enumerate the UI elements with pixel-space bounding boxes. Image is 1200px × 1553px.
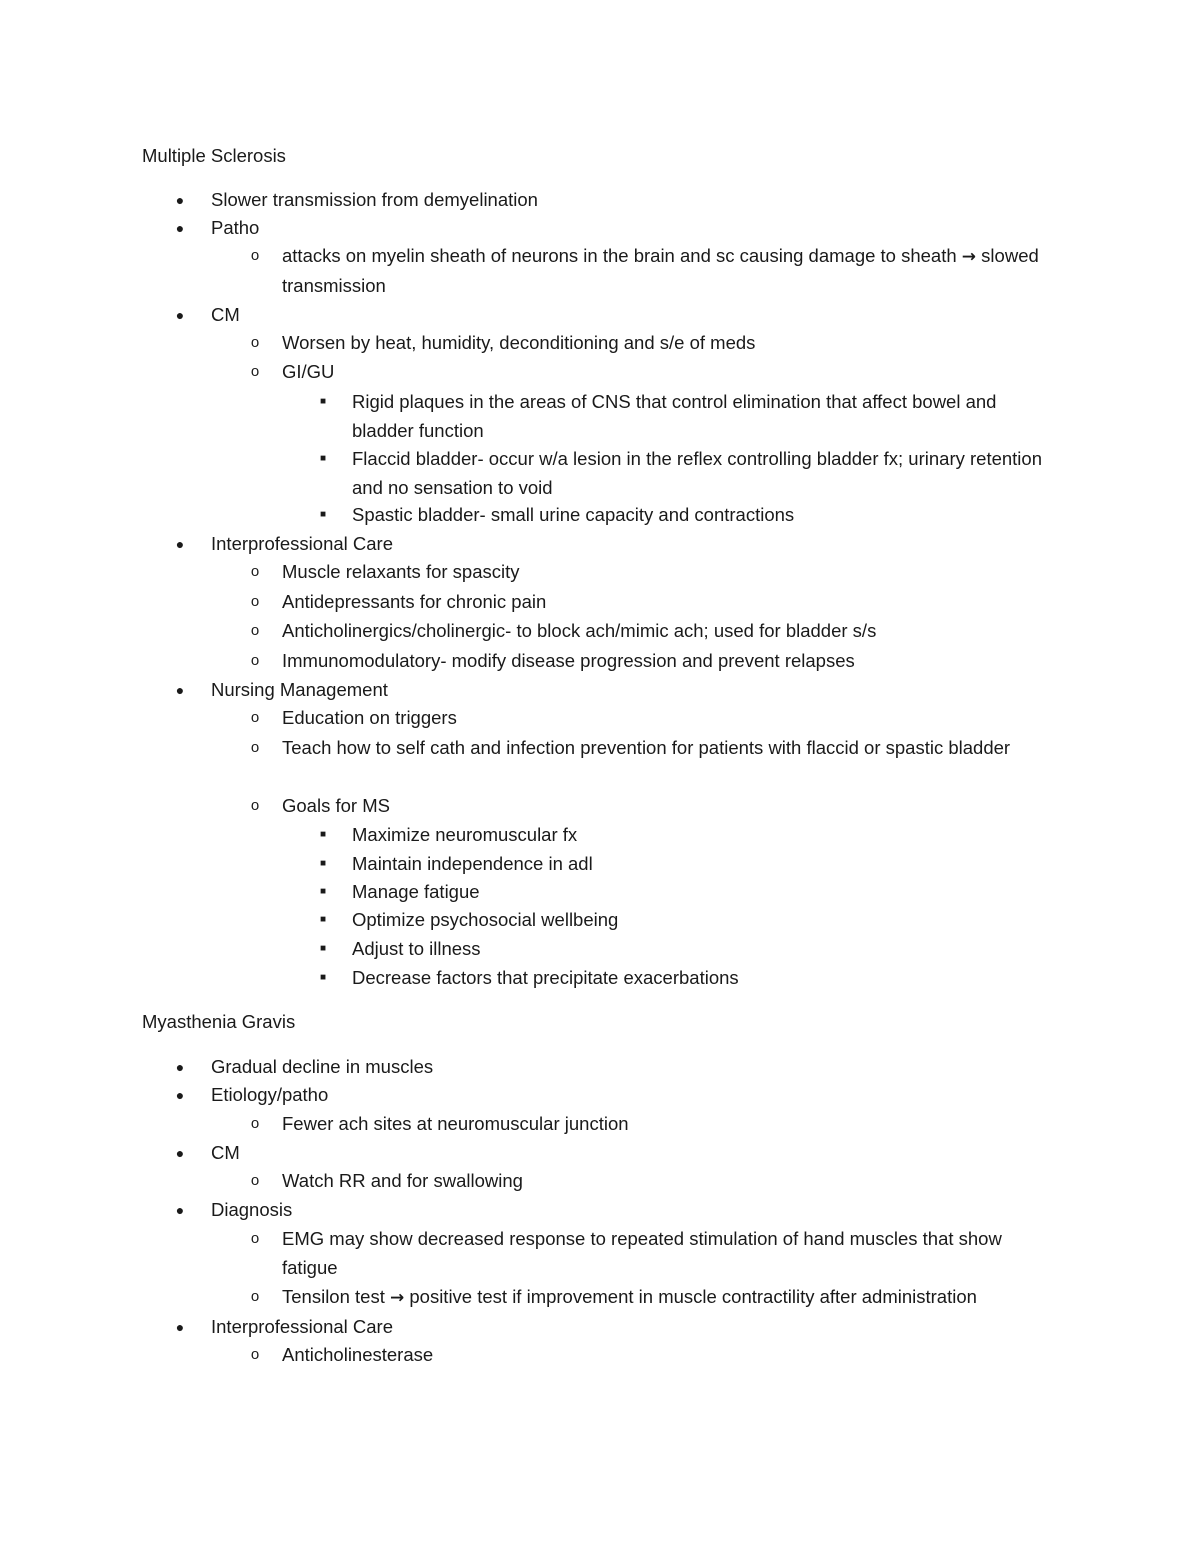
bullet-disc-icon: ● [175,536,185,552]
list-item-text: Interprofessional Care [211,1316,394,1337]
section-heading: Multiple Sclerosis [142,145,286,166]
list-item-text: Flaccid bladder- occur w/a lesion in the reflex controlling bladder fx; urinary retention and no sensation to void [352,448,1042,498]
bullet-disc-icon: ● [175,220,185,236]
bullet-circle-icon: o [250,1346,260,1363]
list-item-text: Interprofessional Care [211,533,394,554]
bullet-circle-icon: o [250,1115,260,1132]
list-item-text: CM [211,1142,240,1163]
right-arrow-icon: → [389,1288,405,1308]
list-item-text: Muscle relaxants for spascity [282,561,520,582]
list-item-text: Rigid plaques in the areas of CNS that control elimination that affect bowel and bladder function [352,391,997,441]
list-item-text: Maximize neuromuscular fx [352,824,578,845]
bullet-disc-icon: ● [175,1202,185,1218]
bullet-disc-icon: ● [175,192,185,208]
list-item-text: Adjust to illness [352,938,481,959]
bullet-circle-icon: o [250,1288,260,1305]
bullet-circle-icon: o [250,593,260,610]
list-item-text: Spastic bladder- small urine capacity and contractions [352,504,795,525]
bullet-square-icon: ■ [319,972,327,983]
list-item-text: Antidepressants for chronic pain [282,591,547,612]
bullet-square-icon: ■ [319,453,327,464]
bullet-circle-icon: o [250,247,260,264]
list-item-text: Teach how to self cath and infection prevention for patients with flaccid or spastic bladder [282,737,1011,758]
bullet-circle-icon: o [250,334,260,351]
list-item-text: Tensilon test → positive test if improvement in muscle contractility after administration [282,1286,977,1308]
list-item-text: Anticholinergics/cholinergic- to block ach/mimic ach; used for bladder s/s [282,620,877,641]
list-item-text: Slower transmission from demyelination [211,189,538,210]
bullet-disc-icon: ● [175,1319,185,1335]
bullet-disc-icon: ● [175,682,185,698]
list-item-text: GI/GU [282,361,335,382]
list-item-text: Fewer ach sites at neuromuscular junction [282,1113,629,1134]
bullet-circle-icon: o [250,709,260,726]
bullet-circle-icon: o [250,739,260,756]
bullet-disc-icon: ● [175,307,185,323]
section-heading: Myasthenia Gravis [142,1011,296,1032]
list-item-text: EMG may show decreased response to repeated stimulation of hand muscles that show fatigue [282,1228,1002,1278]
bullet-square-icon: ■ [319,858,327,869]
right-arrow-icon: → [961,247,977,267]
list-item-text: Gradual decline in muscles [211,1056,434,1077]
list-item-text: CM [211,304,240,325]
bullet-square-icon: ■ [319,943,327,954]
list-item-text: Goals for MS [282,795,390,816]
list-item-text: Watch RR and for swallowing [282,1170,523,1191]
list-item-text: attacks on myelin sheath of neurons in the brain and sc causing damage to sheath → slowed transmission [282,245,1039,296]
bullet-square-icon: ■ [319,914,327,925]
list-item-text: Manage fatigue [352,881,480,902]
list-item-text: Patho [211,217,260,238]
list-item-text: Optimize psychosocial wellbeing [352,909,619,930]
list-item-text: Diagnosis [211,1199,293,1220]
bullet-disc-icon: ● [175,1087,185,1103]
bullet-square-icon: ■ [319,396,327,407]
bullet-disc-icon: ● [175,1059,185,1075]
list-item-text: Maintain independence in adl [352,853,593,874]
bullet-circle-icon: o [250,363,260,380]
bullet-disc-icon: ● [175,1145,185,1161]
bullet-circle-icon: o [250,563,260,580]
bullet-square-icon: ■ [319,886,327,897]
list-item-text: Nursing Management [211,679,388,700]
bullet-circle-icon: o [250,622,260,639]
list-item-text: Etiology/patho [211,1084,329,1105]
bullet-square-icon: ■ [319,829,327,840]
list-item-text: Worsen by heat, humidity, deconditioning and s/e of meds [282,332,756,353]
list-item-text: Education on triggers [282,707,457,728]
bullet-circle-icon: o [250,652,260,669]
list-item-text: Anticholinesterase [282,1344,434,1365]
bullet-circle-icon: o [250,797,260,814]
bullet-circle-icon: o [250,1230,260,1247]
list-item-text: Decrease factors that precipitate exacerbations [352,967,739,988]
list-item-text: Immunomodulatory- modify disease progression and prevent relapses [282,650,855,671]
bullet-square-icon: ■ [319,509,327,520]
bullet-circle-icon: o [250,1172,260,1189]
